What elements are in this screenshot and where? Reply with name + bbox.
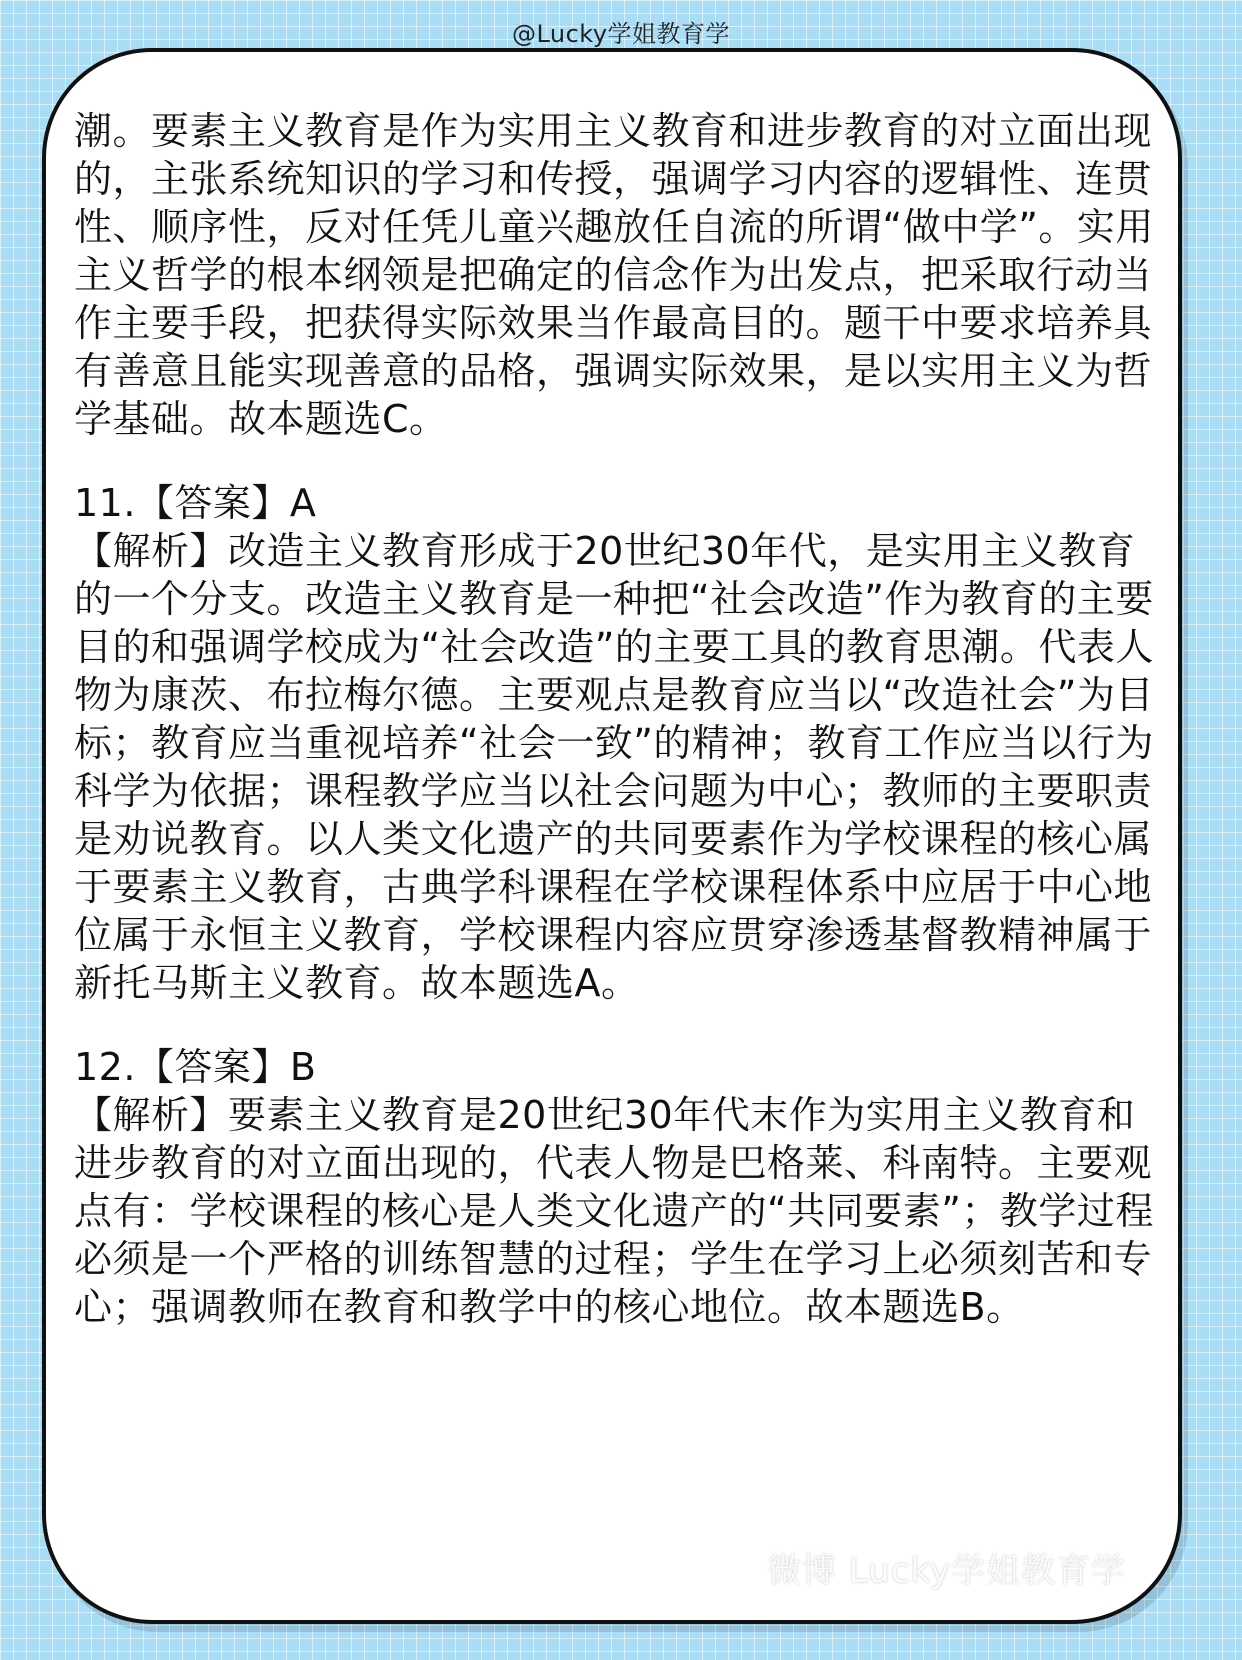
question-11-answer: 11.【答案】A (74, 481, 317, 525)
bottom-watermark-text: 微博 Lucky学姐教育学 (767, 1551, 1126, 1591)
top-watermark: @Lucky学姐教育学 (511, 20, 731, 48)
weibo-icon (725, 1554, 759, 1582)
bottom-watermark (725, 1543, 1126, 1592)
question-12 (74, 1043, 1164, 1331)
answer-text-block (74, 107, 1164, 1331)
intro-paragraph: 潮。要素主义教育是作为实用主义教育和进步教育的对立面出现的，主张系统知识的学习和传授，强调学习内容的逻辑性、连贯性、顺序性，反对任凭儿童兴趣放任自流的所谓“做中学”。实用主义哲学的根本纲领是把确定的信念作为出发点，把采取行动当作主要手段，把获得实际效果当作最高目的。题干中要求培养具有善意且能实现善意的品格，强调实际效果，是以实用主义为哲学基础。故本题选C。 (74, 109, 1154, 441)
question-12-answer: 12.【答案】B (74, 1045, 317, 1089)
question-11-analysis: 【解析】改造主义教育形成于20世纪30年代，是实用主义教育的一个分支。改造主义教育是一种把“社会改造”作为教育的主要目的和强调学校成为“社会改造”的主要工具的教育思潮。代表人物为康茨、布拉梅尔德。主要观点是教育应当以“改造社会”为目标；教育应当重视培养“社会一致”的精神；教育工作应当以行为科学为依据；课程教学应当以社会问题为中心；教师的主要职责是劝说教育。以人类文化遗产的共同要素作为学校课程的核心属于要素主义教育，古典学科课程在学校课程体系中应居于中心地位属于永恒主义教育，学校课程内容应贯穿渗透基督教精神属于新托马斯主义教育。故本题选A。 (74, 529, 1154, 1005)
question-12-analysis: 【解析】要素主义教育是20世纪30年代末作为实用主义教育和进步教育的对立面出现的，代表人物是巴格莱、科南特。主要观点有：学校课程的核心是人类文化遗产的“共同要素”；教学过程必须是一个严格的训练智慧的过程；学生在学习上必须刻苦和专心；强调教师在教育和教学中的核心地位。故本题选B。 (74, 1093, 1154, 1329)
content-card (42, 48, 1182, 1624)
question-11 (74, 479, 1164, 1007)
